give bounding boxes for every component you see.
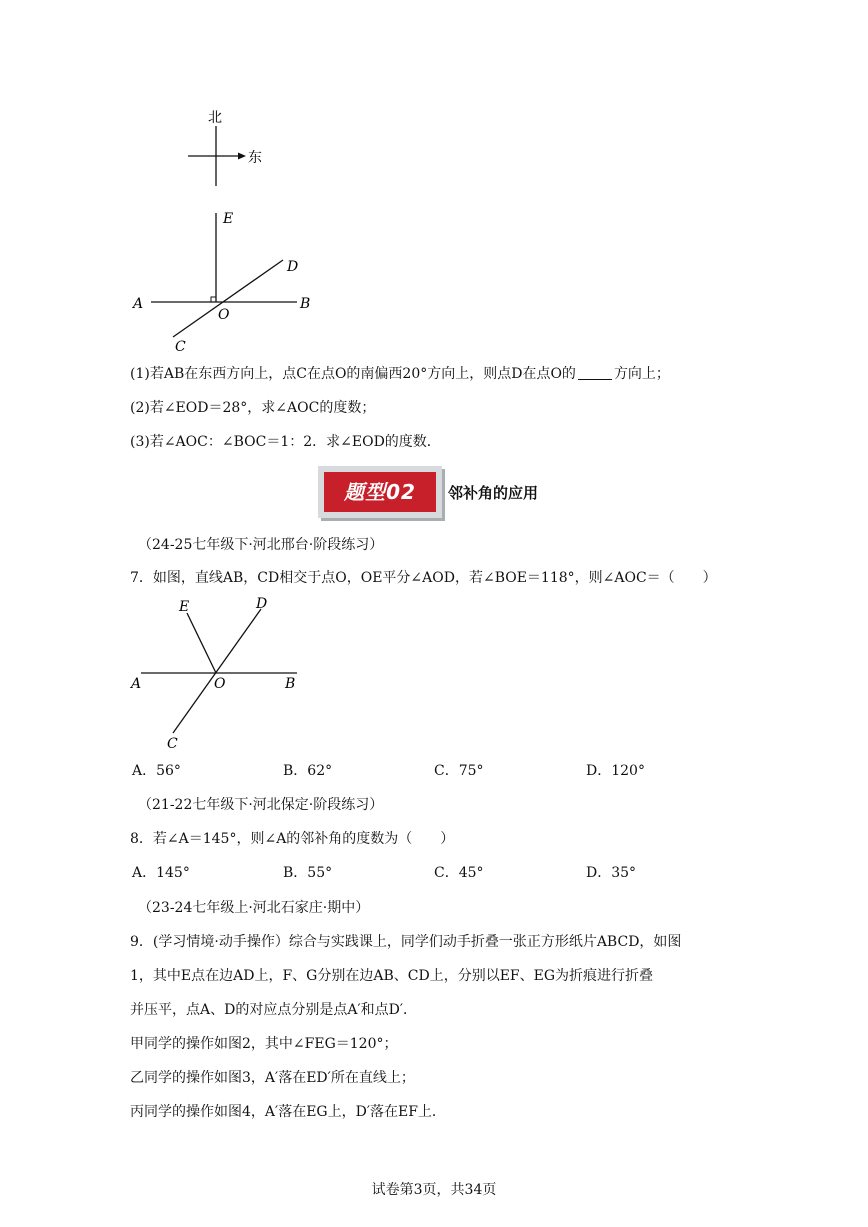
compass-figure xyxy=(180,104,270,190)
q7-point-label-a: A xyxy=(131,676,142,692)
q7-option-d[interactable]: D．120° xyxy=(586,763,645,779)
q6-answer-blank xyxy=(578,365,612,380)
q7-point-label-e: E xyxy=(179,599,190,615)
q9-line1: 9．(学习情境·动手操作）综合与实践课上，同学们动手折叠一张正方形纸片ABCD，如图 xyxy=(130,934,682,950)
section-title: 邻补角的应用 xyxy=(448,484,539,502)
q7-option-b[interactable]: B．62° xyxy=(283,763,333,779)
q7-option-c[interactable]: C．75° xyxy=(434,763,484,779)
q7-point-label-o: O xyxy=(214,676,226,692)
point-label-o: O xyxy=(218,307,230,323)
q9-source: （23-24七年级上·河北石家庄·期中） xyxy=(138,900,370,916)
q7-point-label-d: D xyxy=(256,596,268,612)
point-label-d: D xyxy=(287,259,299,275)
q6-part3: (3)若∠AOC：∠BOC＝1：2．求∠EOD的度数． xyxy=(130,434,441,450)
point-label-c: C xyxy=(175,339,186,355)
q9-line5: 乙同学的操作如图3，A′落在ED′所在直线上； xyxy=(130,1070,415,1086)
q7-option-a[interactable]: A．56° xyxy=(132,763,181,779)
q8-source: （21-22七年级下·河北保定·阶段练习） xyxy=(138,797,384,813)
figure-angle-eod xyxy=(125,205,325,360)
q8-stem: 8．若∠A＝145°，则∠A的邻补角的度数为（ ） xyxy=(130,831,455,847)
section-badge xyxy=(318,466,442,518)
point-label-a: A xyxy=(133,296,144,312)
q7-point-label-c: C xyxy=(167,736,178,752)
q9-line6: 丙同学的操作如图4，A′落在EG上，D′落在EF上． xyxy=(130,1104,446,1120)
q8-option-d[interactable]: D．35° xyxy=(586,865,637,881)
q7-stem: 7．如图，直线AB，CD相交于点O，OE平分∠AOD，若∠BOE＝118°，则∠AOC＝（ ） xyxy=(130,570,717,586)
q8-option-a[interactable]: A．145° xyxy=(132,865,190,881)
q7-point-label-b: B xyxy=(285,676,296,692)
point-label-e: E xyxy=(223,211,234,227)
compass-north-label: 北 xyxy=(208,110,222,126)
q9-line4: 甲同学的操作如图2，其中∠FEG＝120°； xyxy=(130,1036,398,1052)
figure-angle-aoc xyxy=(125,593,325,753)
q7-source: （24-25七年级下·河北邢台·阶段练习） xyxy=(138,537,384,553)
section-badge-text: 题型02 xyxy=(324,472,436,512)
q6-part1 xyxy=(130,364,670,384)
q8-option-c[interactable]: C．45° xyxy=(434,865,484,881)
q9-line2: 1，其中E点在边AD上，F、G分别在边AB、CD上，分别以EF、EG为折痕进行折叠 xyxy=(130,968,654,984)
q8-option-b[interactable]: B．55° xyxy=(283,865,333,881)
compass-east-label: 东 xyxy=(248,150,262,166)
q6-part2: (2)若∠EOD＝28°，求∠AOC的度数； xyxy=(130,400,376,416)
point-label-b: B xyxy=(300,296,311,312)
page-footer: 试卷第3页，共34页 xyxy=(371,1182,497,1198)
q9-line3: 并压平，点A、D的对应点分别是点A′和点D′． xyxy=(130,1002,418,1018)
q6-part1-text: (1)若AB在东西方向上，点C在点O的南偏西20°方向上，则点D在点O的 xyxy=(130,366,576,382)
q6-part1-end: 方向上； xyxy=(613,366,670,382)
